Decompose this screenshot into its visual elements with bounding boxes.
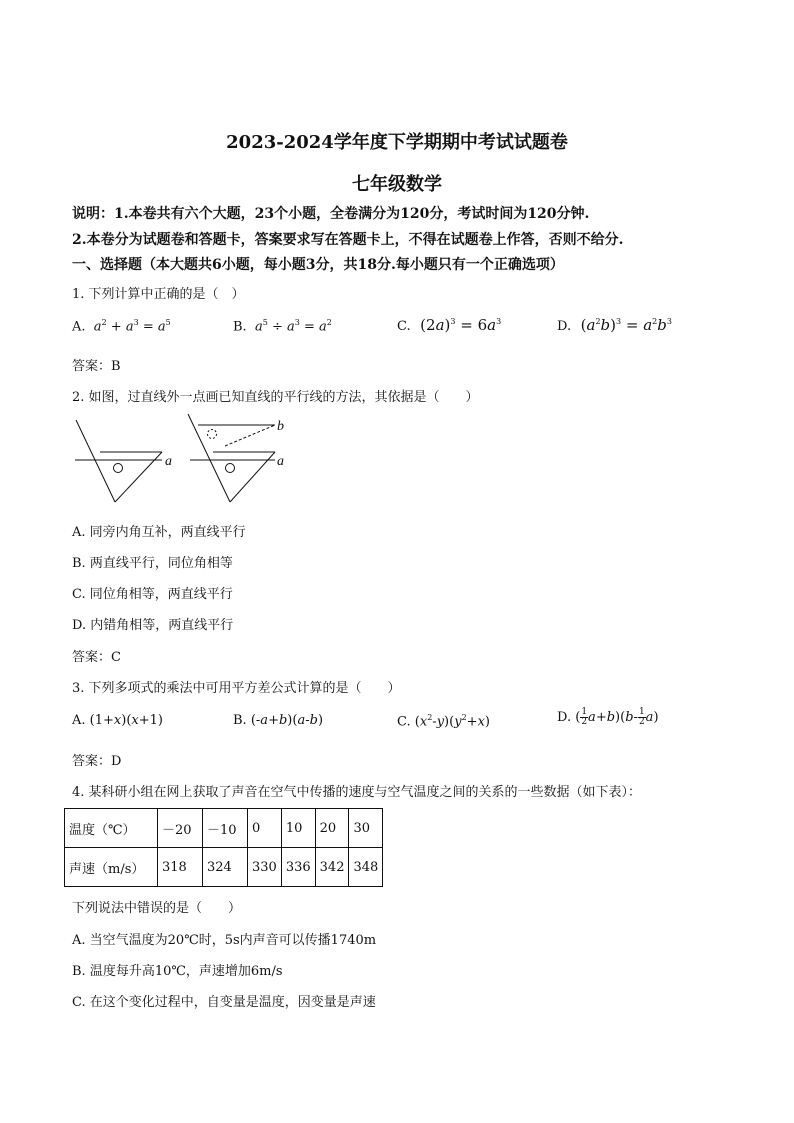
question-3-answer: 答案：D <box>72 754 122 769</box>
table-row-temperature <box>65 809 383 848</box>
option-label: D. <box>557 319 572 334</box>
label-a-left: a <box>165 454 172 469</box>
page-title: 2023-2024学年度下学期期中考试试题卷 <box>226 132 568 153</box>
question-1-option-c: C. $(2a)^3 = 6a^3$ <box>397 316 502 334</box>
question-4-stem: 4. 某科研小组在网上获取了声音在空气中传播的速度与空气温度之间的关系的一些数据（如下表）： <box>72 785 642 800</box>
question-2-stem: 2. 如图，过直线外一点画已知直线的平行线的方法，其依据是（ ） <box>72 390 479 405</box>
dashed-setsquare-hole <box>208 430 217 439</box>
label-a-right: a <box>277 454 284 469</box>
setsquare-edge <box>188 414 230 502</box>
option-label: D. <box>557 710 572 725</box>
table-cell: 324 <box>203 848 248 887</box>
instructions-line-1: 说明：1.本卷共有六个大题，23个小题，全卷满分为120分，考试时间为120分钟. <box>72 206 590 222</box>
table-cell: 0 <box>248 809 282 848</box>
question-3-option-a: A. (1+x)(x+1) <box>72 713 163 728</box>
parallel-line-figure <box>70 412 300 512</box>
table-cell: 348 <box>349 848 383 887</box>
table-cell: 318 <box>158 848 203 887</box>
section-heading: 一、选择题（本大题共6小题，每小题3分，共18分.每小题只有一个正确选项） <box>72 257 564 273</box>
table-row-speed <box>65 848 383 887</box>
table-cell: 330 <box>248 848 282 887</box>
question-2-answer: 答案：C <box>72 650 121 665</box>
table-cell: 10 <box>281 809 315 848</box>
question-3-stem: 3. 下列多项式的乘法中可用平方差公式计算的是（ ） <box>72 681 401 696</box>
table-cell: 20 <box>315 809 349 848</box>
left-diagram <box>75 420 162 502</box>
table-cell: 30 <box>349 809 383 848</box>
question-2-option-b: B. 两直线平行，同位角相等 <box>72 556 233 571</box>
setsquare-hole <box>114 464 123 473</box>
setsquare-hole <box>226 464 235 473</box>
setsquare-edge <box>76 420 115 502</box>
question-4-option-b: B. 温度每升高10℃，声速增加6m/s <box>72 964 283 979</box>
question-3-option-d: D. ( $\frac{1}{2}$ a+b)(b- $\frac{1}{2}$ a) <box>557 707 659 727</box>
right-diagram <box>188 414 275 502</box>
table-cell: －10 <box>203 809 248 848</box>
dashed-setsquare-edge <box>225 425 275 446</box>
label-b: b <box>277 419 284 434</box>
option-label: A. <box>72 713 86 728</box>
table-cell: 336 <box>281 848 315 887</box>
question-4-option-c: C. 在这个变化过程中，自变量是温度，因变量是声速 <box>72 995 376 1010</box>
question-1-answer: 答案：B <box>72 359 121 374</box>
question-1-option-d: D. $(a^2b)^3 = a^2b^3$ <box>557 316 672 334</box>
question-4-prompt: 下列说法中错误的是（ ） <box>72 901 242 916</box>
option-label: B. <box>233 713 247 728</box>
option-label: A. <box>72 319 86 335</box>
question-3-option-c: C. $(x^2-y)(y^2+x)$ <box>397 713 490 730</box>
option-label: C. <box>397 714 411 730</box>
table-cell: 声速（m/s） <box>65 848 158 887</box>
question-2-option-d: D. 内错角相等，两直线平行 <box>72 618 234 633</box>
question-2-option-c: C. 同位角相等，两直线平行 <box>72 587 233 602</box>
option-label: B. <box>233 319 247 335</box>
question-3-option-b: B. (-a+b)(a-b) <box>233 713 324 728</box>
instructions-line-2: 2.本卷分为试题卷和答题卡，答案要求写在答题卡上，不得在试题卷上作答，否则不给分. <box>72 232 624 248</box>
page-subtitle: 七年级数学 <box>352 174 442 195</box>
speed-temperature-table <box>64 808 383 887</box>
option-label: C. <box>397 319 411 334</box>
question-1-stem: 1. 下列计算中正确的是（ ） <box>72 287 245 302</box>
question-4-option-a: A. 当空气温度为20℃时，5s内声音可以传播1740m <box>72 933 377 948</box>
question-2-option-a: A. 同旁内角互补，两直线平行 <box>72 525 246 540</box>
question-1-option-a: A. $a^2 + a^3 = a^5$ <box>72 318 171 335</box>
question-1-option-b: B. $a^5 \div a^3 = a^2$ <box>233 318 332 335</box>
table-cell: 342 <box>315 848 349 887</box>
table-cell: －20 <box>158 809 203 848</box>
table-cell: 温度（℃） <box>65 809 158 848</box>
